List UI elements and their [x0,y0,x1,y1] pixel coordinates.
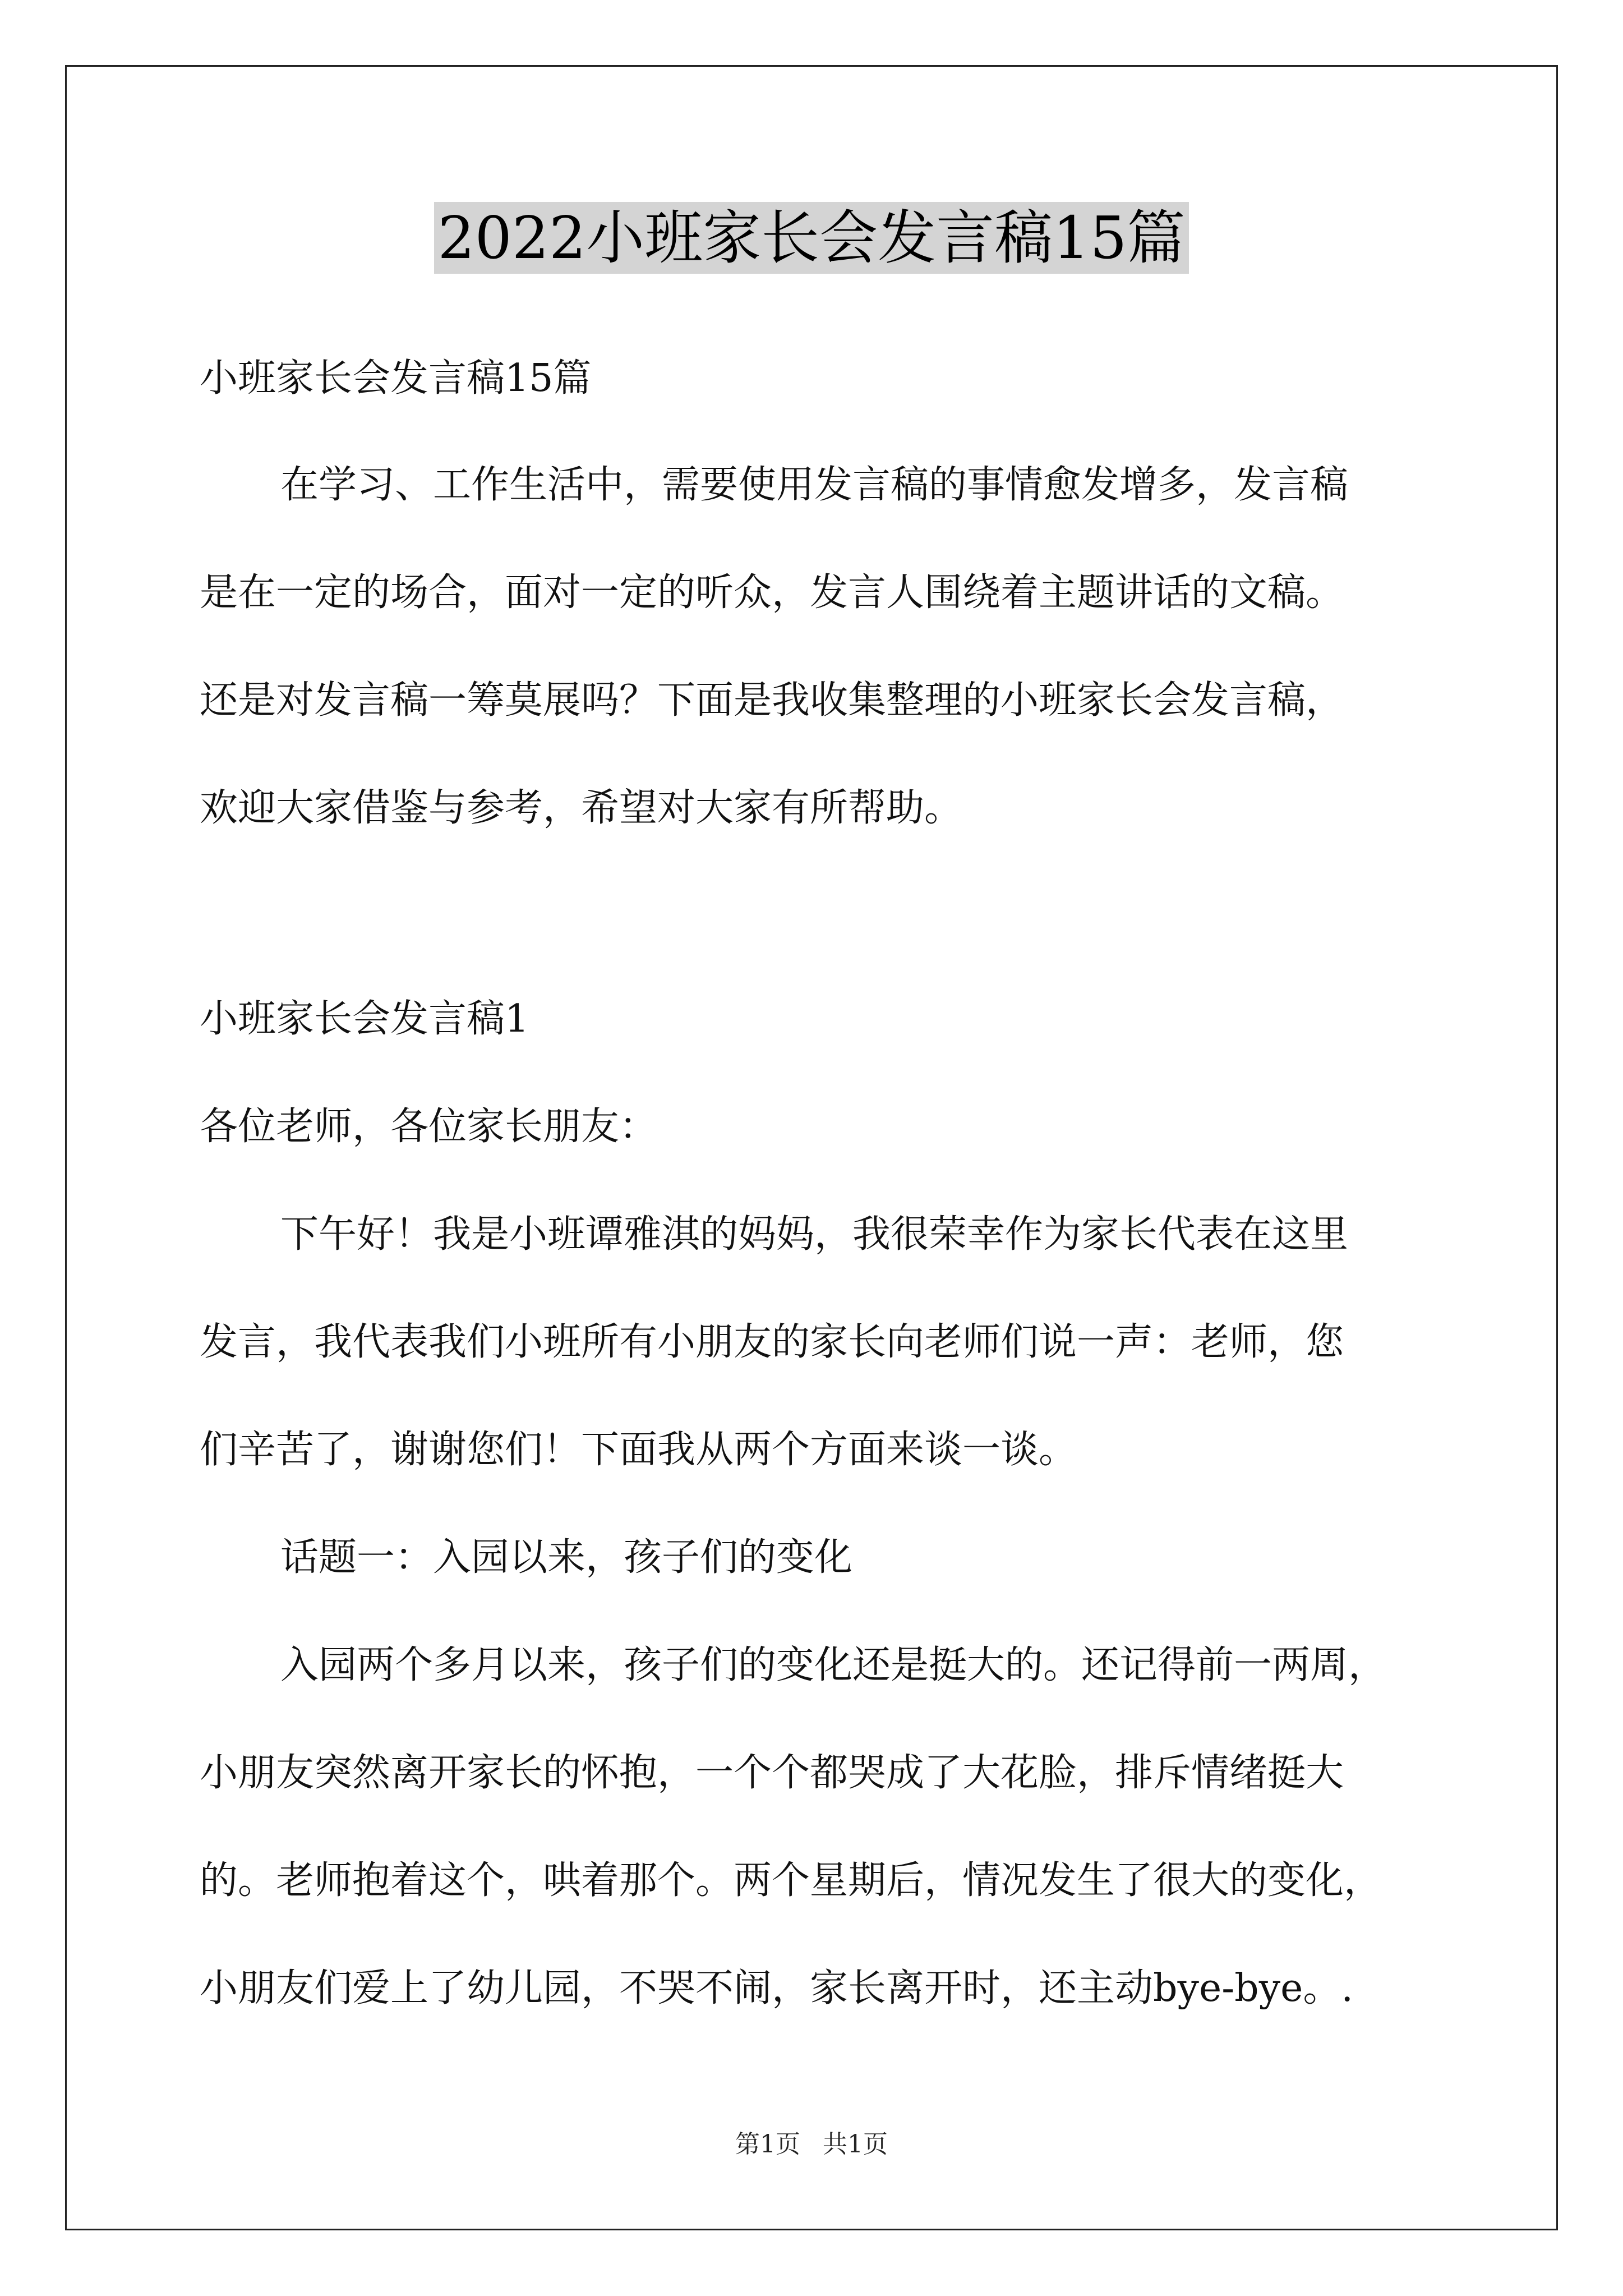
document-title: 2022小班家长会发言稿15篇 [434,202,1188,274]
paragraph-line: 下午好！我是小班谭雅淇的妈妈，我很荣幸作为家长代表在这里 [280,1212,1349,1257]
paragraph-line: 们辛苦了，谢谢您们！下面我从两个方面来谈一谈。 [200,1428,1077,1472]
paragraph-line: 欢迎大家借鉴与参考，希望对大家有所帮助。 [200,786,963,830]
page-total: 共1页 [823,2130,888,2159]
paragraph-line: 小朋友们爱上了幼儿园，不哭不闹，家长离开时，还主动bye-bye。. [200,1966,1353,2010]
paragraph-line: 在学习、工作生活中，需要使用发言稿的事情愈发增多，发言稿 [280,463,1349,507]
paragraph-line: 是在一定的场合，面对一定的听众，发言人围绕着主题讲话的文稿。 [200,570,1344,615]
section-heading: 小班家长会发言稿1 [200,997,529,1041]
paragraph-line: 还是对发言稿一筹莫展吗？下面是我收集整理的小班家长会发言稿， [200,678,1344,723]
topic-heading: 话题一：入园以来，孩子们的变化 [280,1535,853,1580]
page-footer [0,2129,1623,2160]
paragraph-line: 发言，我代表我们小班所有小朋友的家长向老师们说一声：老师，您 [200,1320,1344,1364]
paragraph-line: 的。老师抱着这个，哄着那个。两个星期后，情况发生了很大的变化， [200,1858,1382,1903]
paragraph-line: 小朋友突然离开家长的怀抱，一个个都哭成了大花脸，排斥情绪挺大 [200,1751,1344,1795]
salutation-line: 各位老师，各位家长朋友： [200,1105,658,1149]
page-current: 第1页 [735,2130,800,2159]
paragraph-line: 入园两个多月以来，孩子们的变化还是挺大的。还记得前一两周， [280,1643,1387,1687]
subtitle-line: 小班家长会发言稿15篇 [200,356,592,401]
title-container [0,202,1623,274]
